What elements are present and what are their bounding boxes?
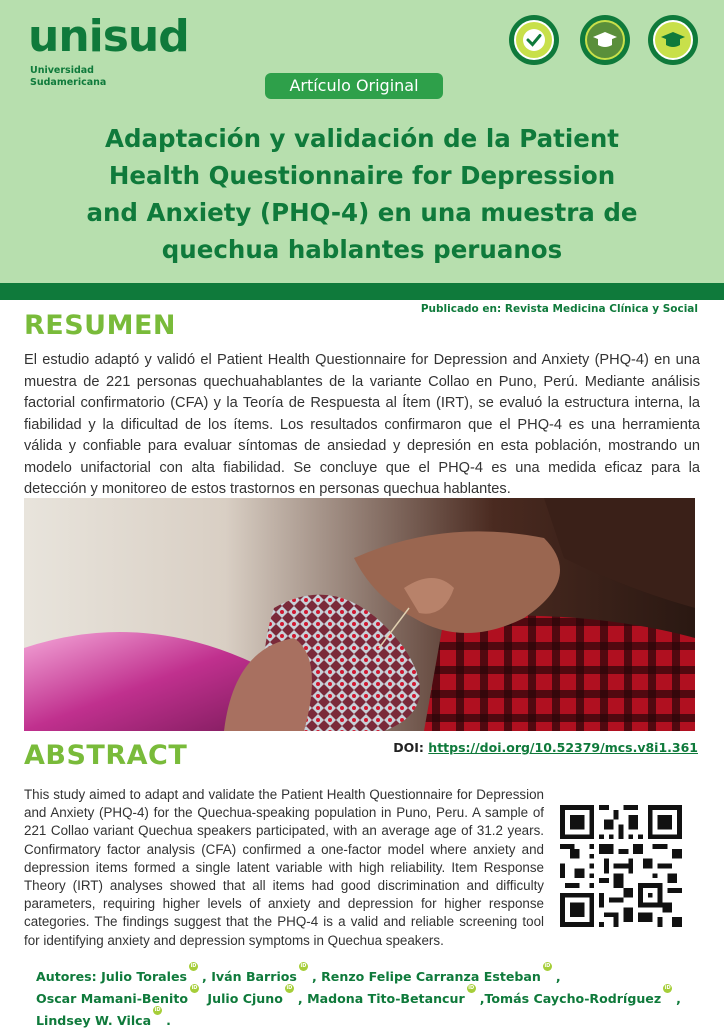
resumen-text: El estudio adaptó y validó el Patient Health Questionnaire for Depression and Anxiety (PHQ-4) en una muestra de 221 personas quechuahablantes de la variante Collao en Puno, Perú. Mediante análisis factorial confirmatorio (CFA) y la Teoría de Respuesta al Ítem (IRT), se evaluó la estructura interna, la fiabilidad y la dificultad de los ítems. Los resultados confirmaron que el PHQ-4 es una herramienta válida y confiable para evaluar síntomas de ansiedad y depresión en esta población, mostrando un modelo unifactorial con alta fiabilidad. Se concluye que el PHQ-4 es una medida eficaz para la detección y monitoreo de estos trastornos en personas quechua hablantes. <box>24 352 700 497</box>
qr-code[interactable] <box>560 805 682 927</box>
orcid-icon[interactable]: iD <box>664 985 671 991</box>
orcid-icon[interactable]: iD <box>468 985 475 991</box>
author-name: Julio Cjuno <box>207 991 283 1006</box>
doi <box>393 740 698 755</box>
authors-label: Autores: <box>36 969 97 984</box>
orcid-icon[interactable]: iD <box>300 963 307 969</box>
title-line: and Anxiety (PHQ-4) en una muestra de <box>86 198 638 227</box>
authors-end: . <box>166 1013 171 1028</box>
title-line: quechua hablantes peruanos <box>161 235 563 264</box>
hands-weaving-photo <box>24 498 695 731</box>
article-type-tag: Artículo Original <box>265 73 443 99</box>
header-stripe <box>0 283 724 300</box>
title-line: Health Questionnaire for Depression <box>108 161 616 190</box>
doi-label: DOI: <box>393 740 424 755</box>
authors-list: Autores: Julio ToralesiD, Iván BarriosiD, Renzo Felipe Carranza EstebaniD, Oscar Mamani-BenitoiD Julio CjunoiD, Madona Tito-BetancuriD,Tomás Caycho-RodrígueziD, Lindsey W. VilcaiD. <box>36 963 681 1028</box>
orcid-icon[interactable]: iD <box>154 1007 161 1013</box>
title-line: Adaptación y validación de la Patient <box>105 124 619 153</box>
abstract-heading: ABSTRACT <box>24 740 188 771</box>
orcid-icon[interactable]: iD <box>286 985 293 991</box>
author-name: Oscar Mamani-Benito <box>36 991 189 1006</box>
author-name: Julio Torales <box>101 969 188 984</box>
author-name: Tomás Caycho-Rodríguez <box>484 991 662 1006</box>
author-name: Lindsey W. Vilca <box>36 1013 152 1028</box>
orcid-icon[interactable]: iD <box>544 963 551 969</box>
graduation-cap-badge-icon <box>648 15 698 65</box>
author-name: Madona Tito-Betancur <box>307 991 465 1006</box>
logo-subtitle-line2: Sudamericana <box>30 77 107 88</box>
resumen-heading: RESUMEN <box>24 310 177 341</box>
author-name: Iván Barrios <box>211 969 297 984</box>
logo-subtitle-line1: Universidad <box>30 65 94 76</box>
abstract-text: This study aimed to adapt and validate the Patient Health Questionnaire for Depression and Anxiety (PHQ-4) for the Quechua-speaking population in Puno, Peru. A sample of 221 Collao variant Quechua speakers participated, with an average age of 31.2 years. Confirmatory factor analysis (CFA) confirmed a one-factor model where anxiety and depression items formed a single latent variable with high reliability. Item Response Theory (IRT) analyses showed that all items had good discrimination and difficulty parameters, requiring higher levels of anxiety and depression for higher response categories. The findings suggest that the PHQ-4 is a valid and reliable screening tool for identifying anxiety and depression symptoms in Quechua speakers. <box>24 787 544 948</box>
doi-link[interactable]: https://doi.org/10.52379/mcs.v8i1.361 <box>428 740 698 755</box>
orcid-icon[interactable]: iD <box>191 985 198 991</box>
logo-subtitle <box>30 65 106 89</box>
graduation-cap-badge-icon <box>580 15 630 65</box>
article-title <box>30 120 694 268</box>
author-name: Renzo Felipe Carranza Esteban <box>321 969 541 984</box>
orcid-icon[interactable]: iD <box>190 963 197 969</box>
published-in: Publicado en: Revista Medicina Clínica y Social <box>420 303 698 315</box>
unisud-logo: unisud <box>28 11 189 62</box>
check-badge-icon <box>509 15 559 65</box>
